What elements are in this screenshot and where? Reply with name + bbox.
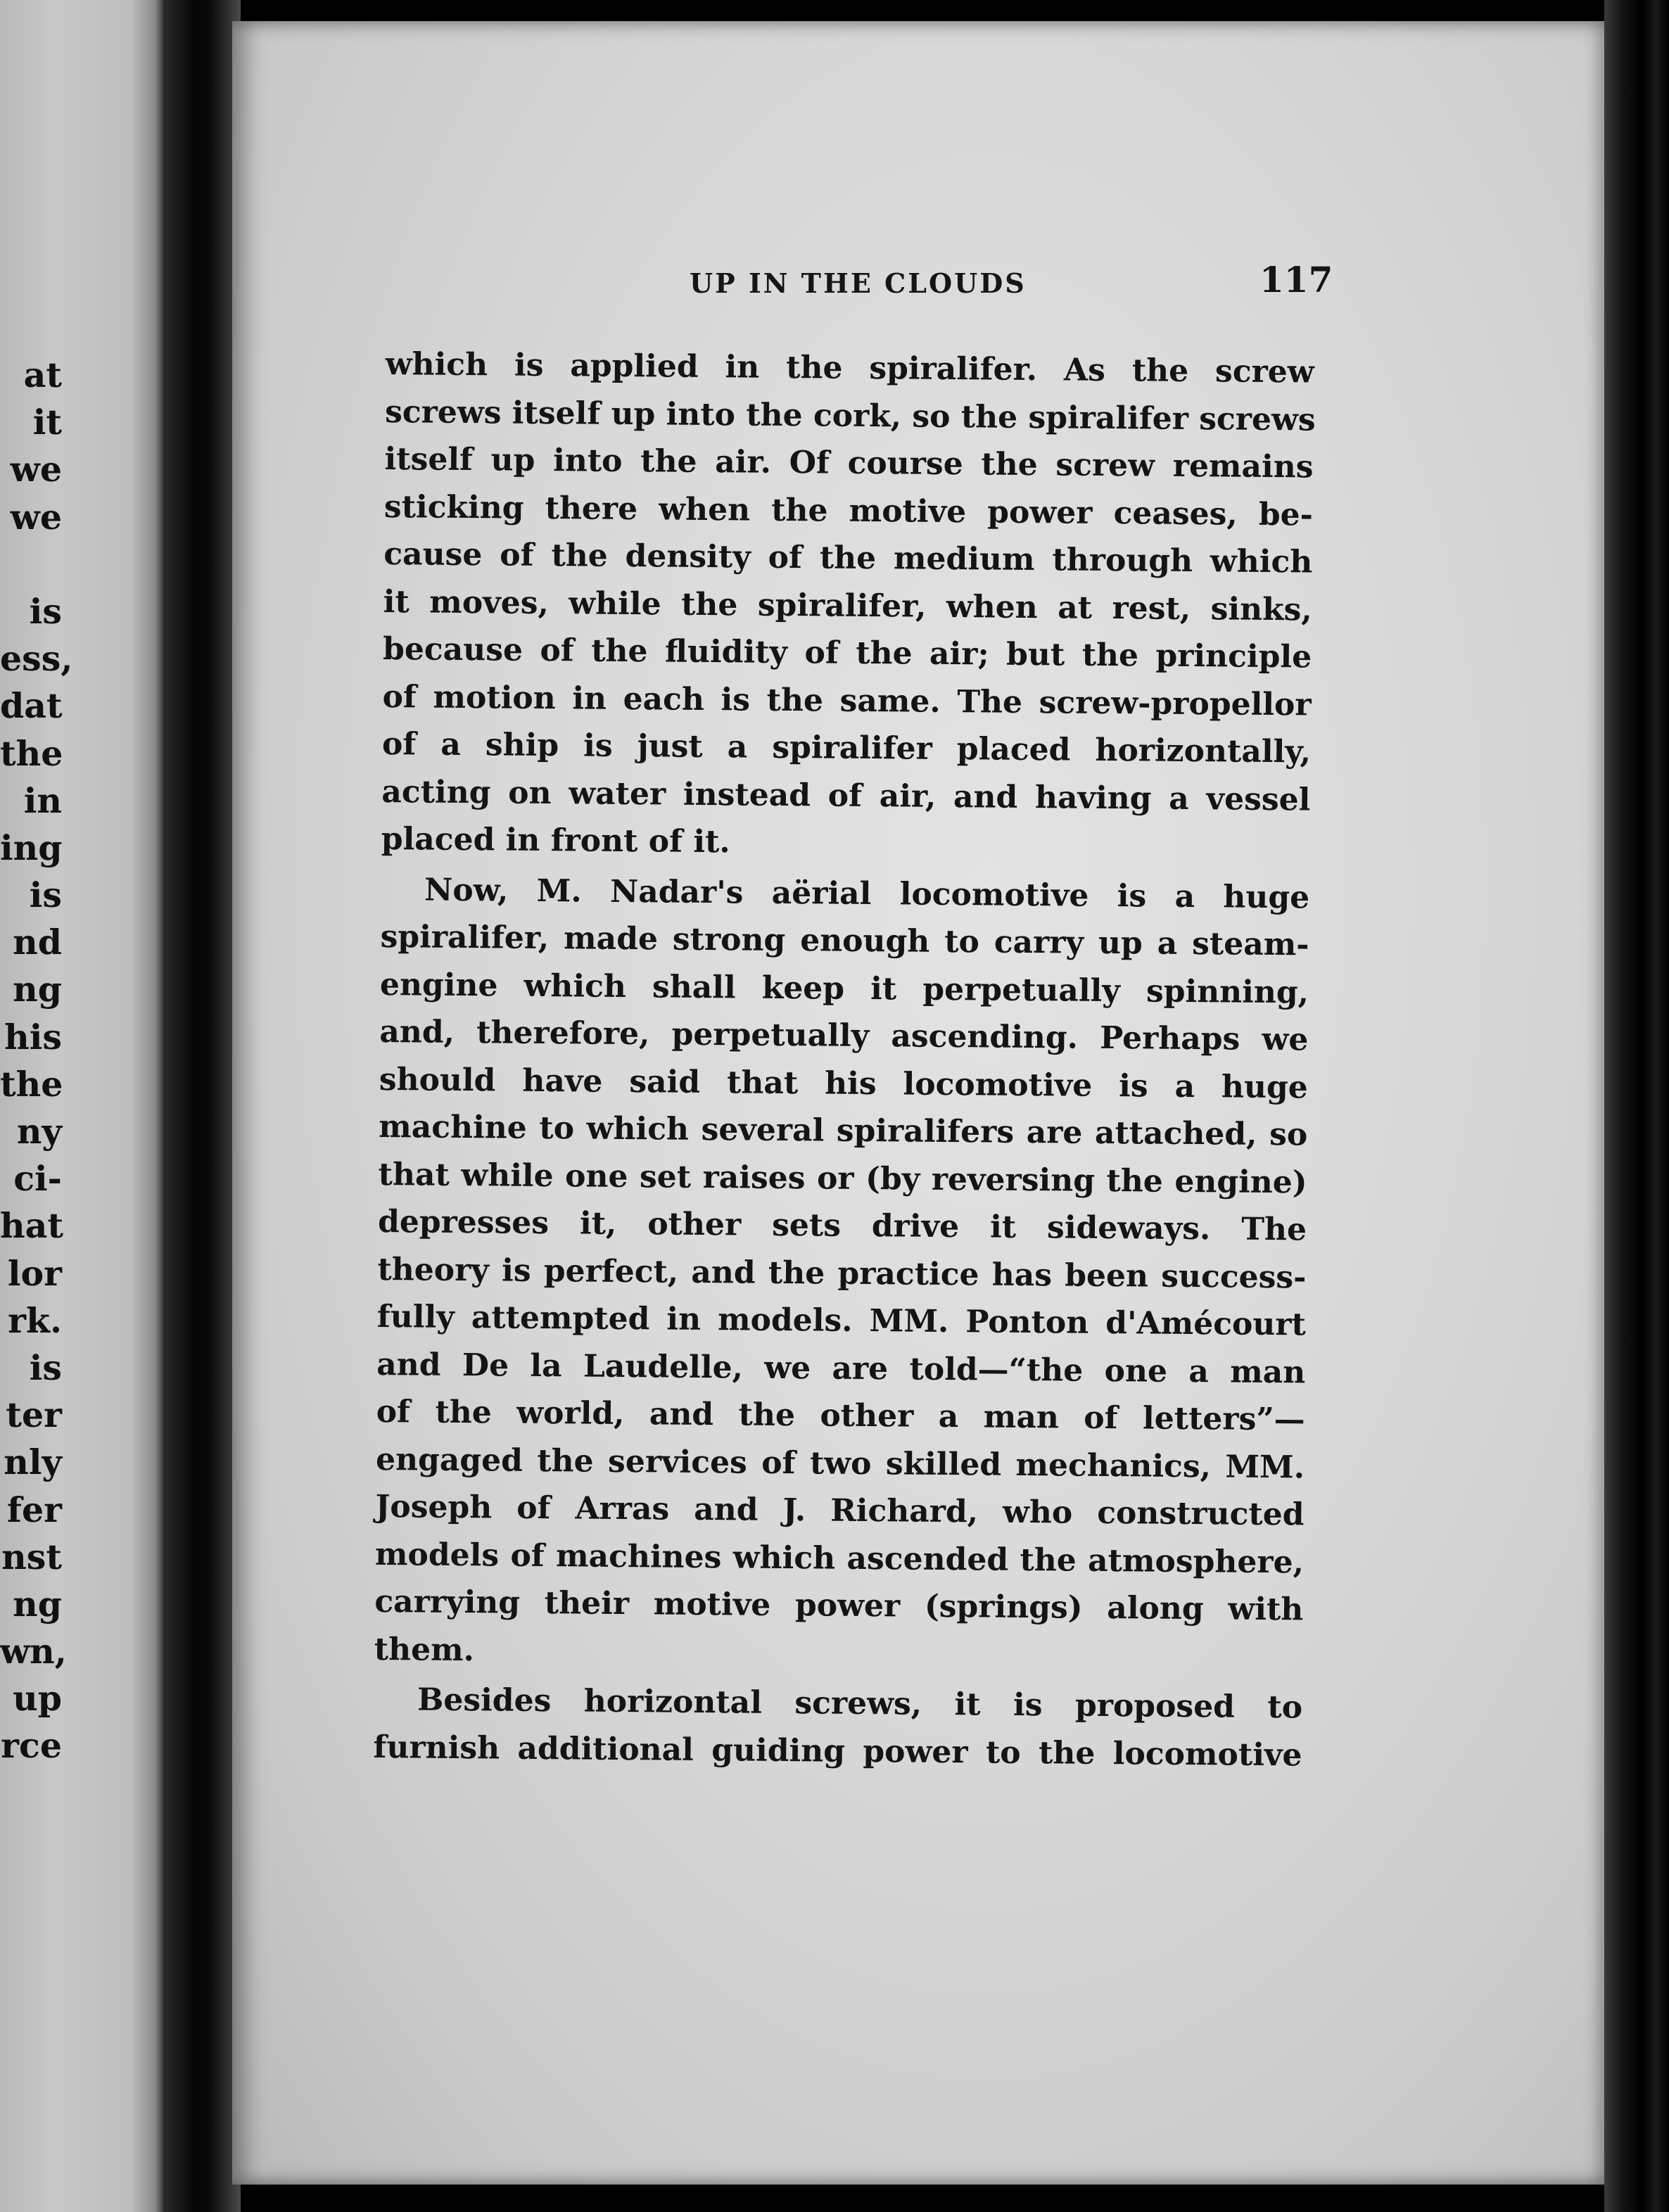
left-fragment: nst <box>1 1536 62 1577</box>
text-line: Joseph of Arras and J. Richard, who constructed <box>375 1488 1305 1533</box>
left-fragment: in <box>23 780 62 821</box>
text-line: placed in front of it. <box>381 820 730 860</box>
text-line: which is applied in the spiralifer. As the screw <box>385 345 1314 390</box>
left-fragment: ter <box>6 1394 62 1436</box>
left-fragment: we <box>10 449 62 490</box>
left-fragment: is <box>29 875 62 916</box>
left-fragment: ess, <box>0 638 73 680</box>
text-line: depresses it, other sets drive it sideways. The <box>377 1203 1307 1248</box>
left-fragment: we <box>10 496 62 538</box>
text-line: and De la Laudelle, we are told—“the one a man <box>376 1346 1306 1390</box>
left-fragment: at <box>23 355 62 395</box>
text-line: and, therefore, perpetually ascending. Perhaps we <box>379 1013 1309 1058</box>
text-line: should have said that his locomotive is a huge <box>379 1061 1309 1105</box>
left-fragment <box>0 541 62 588</box>
left-fragment: rk. <box>8 1299 62 1341</box>
left-fragment: up <box>13 1678 62 1720</box>
left-page-edge <box>0 0 163 2212</box>
left-fragment: is <box>29 590 62 632</box>
left-fragment: is <box>29 1347 62 1388</box>
text-line: because of the fluidity of the air; but the principle <box>382 630 1312 675</box>
left-fragment: fer <box>6 1489 62 1530</box>
text-line: Besides horizontal screws, it is proposed to <box>417 1682 1303 1726</box>
left-fragment: the <box>0 732 63 774</box>
left-fragment: ny <box>16 1111 62 1152</box>
text-line: machine to which several spiralifers are attached, so <box>379 1108 1308 1153</box>
text-line: models of machines which ascended the atmosphere, <box>374 1536 1305 1580</box>
left-fragment: rce <box>1 1725 62 1767</box>
left-fragment: nly <box>4 1442 62 1483</box>
right-page-edge <box>1604 0 1669 2212</box>
text-line: of a ship is just a spiralifer placed horizontally, <box>381 725 1312 770</box>
body-text <box>373 341 1314 1779</box>
text-line: of motion in each is the same. The screw-propellor <box>382 678 1312 723</box>
left-fragment: wn, <box>0 1631 67 1672</box>
page-number: 117 <box>1259 259 1333 300</box>
text-line: cause of the density of the medium through which <box>383 535 1313 580</box>
text-line: that while one set raises or (by reversing the engine) <box>378 1156 1307 1200</box>
text-line: it moves, while the spiralifer, when at rest, sinks, <box>383 583 1312 628</box>
text-line: furnish additional guiding power to the locomotive <box>373 1729 1302 1773</box>
left-fragment: hat <box>0 1205 64 1247</box>
text-line: acting on water instead of air, and having a vessel <box>381 773 1311 818</box>
text-line: sticking there when the motive power ceases, be- <box>383 488 1314 533</box>
text-line: of the world, and the other a man of letters”— <box>376 1393 1305 1438</box>
text-line: Now, M. Nadar's aërial locomotive is a huge <box>424 872 1310 915</box>
left-fragment: ng <box>13 969 62 1010</box>
left-fragment: ng <box>13 1583 62 1625</box>
left-page-fragments <box>0 352 73 1770</box>
text-line: engine which shall keep it perpetually spinning, <box>379 966 1309 1010</box>
left-fragment: the <box>0 1063 63 1105</box>
text-line: itself up into the air. Of course the screw remains <box>384 440 1314 485</box>
left-fragment: ci- <box>13 1158 62 1200</box>
left-fragment: it <box>32 402 62 443</box>
running-head: UP IN THE CLOUDS <box>690 267 1027 299</box>
left-fragment: his <box>4 1016 62 1057</box>
text-line: spiralifer, made strong enough to carry up a steam- <box>380 918 1309 963</box>
text-line: screws itself up into the cork, so the spiralifer screws <box>384 393 1316 438</box>
text-line: carrying their motive power (springs) along with <box>374 1583 1304 1628</box>
text-line: engaged the services of two skilled mechanics, MM. <box>375 1441 1305 1485</box>
book-gutter <box>163 0 241 2212</box>
left-fragment: ing <box>0 827 63 868</box>
left-fragment: nd <box>13 922 62 963</box>
left-fragment: dat <box>0 685 63 727</box>
text-line: them. <box>374 1631 475 1668</box>
left-fragment: lor <box>7 1252 62 1294</box>
text-line: fully attempted in models. MM. Ponton d'Amécourt <box>376 1298 1307 1343</box>
text-line: theory is perfect, and the practice has been success- <box>377 1251 1307 1295</box>
